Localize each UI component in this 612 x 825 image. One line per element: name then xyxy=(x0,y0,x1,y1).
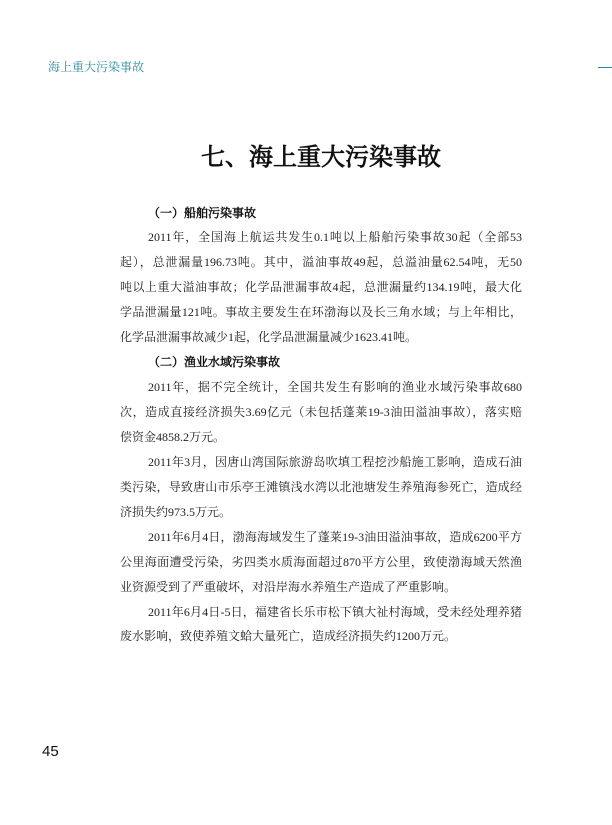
section-heading: （一）船舶污染事故 xyxy=(148,205,257,220)
body-text xyxy=(120,201,522,650)
page-title: 七、海上重大污染事故 xyxy=(201,142,441,171)
running-header-title: 海上重大污染事故 xyxy=(48,60,145,74)
paragraph xyxy=(120,450,522,525)
paragraph xyxy=(120,225,522,350)
text-line: 济损失约973.5万元。 xyxy=(120,504,232,519)
header-rule xyxy=(598,67,612,68)
text-line: 2011年，据不完全统计，全国共发生有影响的渔业水域污染事故680 xyxy=(148,380,522,395)
paragraph xyxy=(120,375,522,450)
text-line: 废水影响，致使养殖文蛤大量死亡，造成经济损失约1200万元。 xyxy=(120,629,457,644)
text-line: 业资源受到了严重破坏，对沿岸海水养殖生产造成了严重影响。 xyxy=(120,579,457,594)
section-heading: （二）渔业水域污染事故 xyxy=(148,355,281,370)
text-line: 公里海面遭受污染，劣四类水质海面超过870平方公里，致使渤海域天然渔 xyxy=(120,554,522,569)
text-line: 起），总泄漏量196.73吨。其中，溢油事故49起，总溢油量62.54吨，无50 xyxy=(120,255,522,270)
text-line: 偿资金4858.2万元。 xyxy=(120,429,226,444)
text-line: 学品泄漏量121吨。事故主要发生在环渤海以及长三角水域；与上年相比， xyxy=(120,305,522,320)
text-line: 类污染，导致唐山市乐亭王滩镇浅水湾以北池塘发生养殖海参死亡，造成经 xyxy=(120,479,522,494)
paragraph xyxy=(120,600,522,650)
text-line: 2011年3月，因唐山湾国际旅游岛吹填工程挖沙船施工影响，造成石油 xyxy=(148,454,522,469)
paragraph xyxy=(120,525,522,600)
text-line: 2011年6月4日-5日，福建省长乐市松下镇大祉村海域，受未经处理养猪 xyxy=(148,604,522,619)
text-line: 次，造成直接经济损失3.69亿元（未包括蓬莱19-3油田溢油事故），落实赔 xyxy=(120,405,522,419)
text-line: 化学品泄漏事故减少1起，化学品泄漏量减少1623.41吨。 xyxy=(120,330,418,345)
page-number: 45 xyxy=(42,743,59,760)
text-line: 吨以上重大溢油事故；化学品泄漏事故4起，总泄漏量约134.19吨，最大化 xyxy=(120,280,522,295)
text-line: 2011年，全国海上航运共发生0.1吨以上船舶污染事故30起（全部53 xyxy=(148,230,522,245)
text-line: 2011年6月4日，渤海海域发生了蓬莱19-3油田溢油事故，造成6200平方 xyxy=(148,529,522,544)
